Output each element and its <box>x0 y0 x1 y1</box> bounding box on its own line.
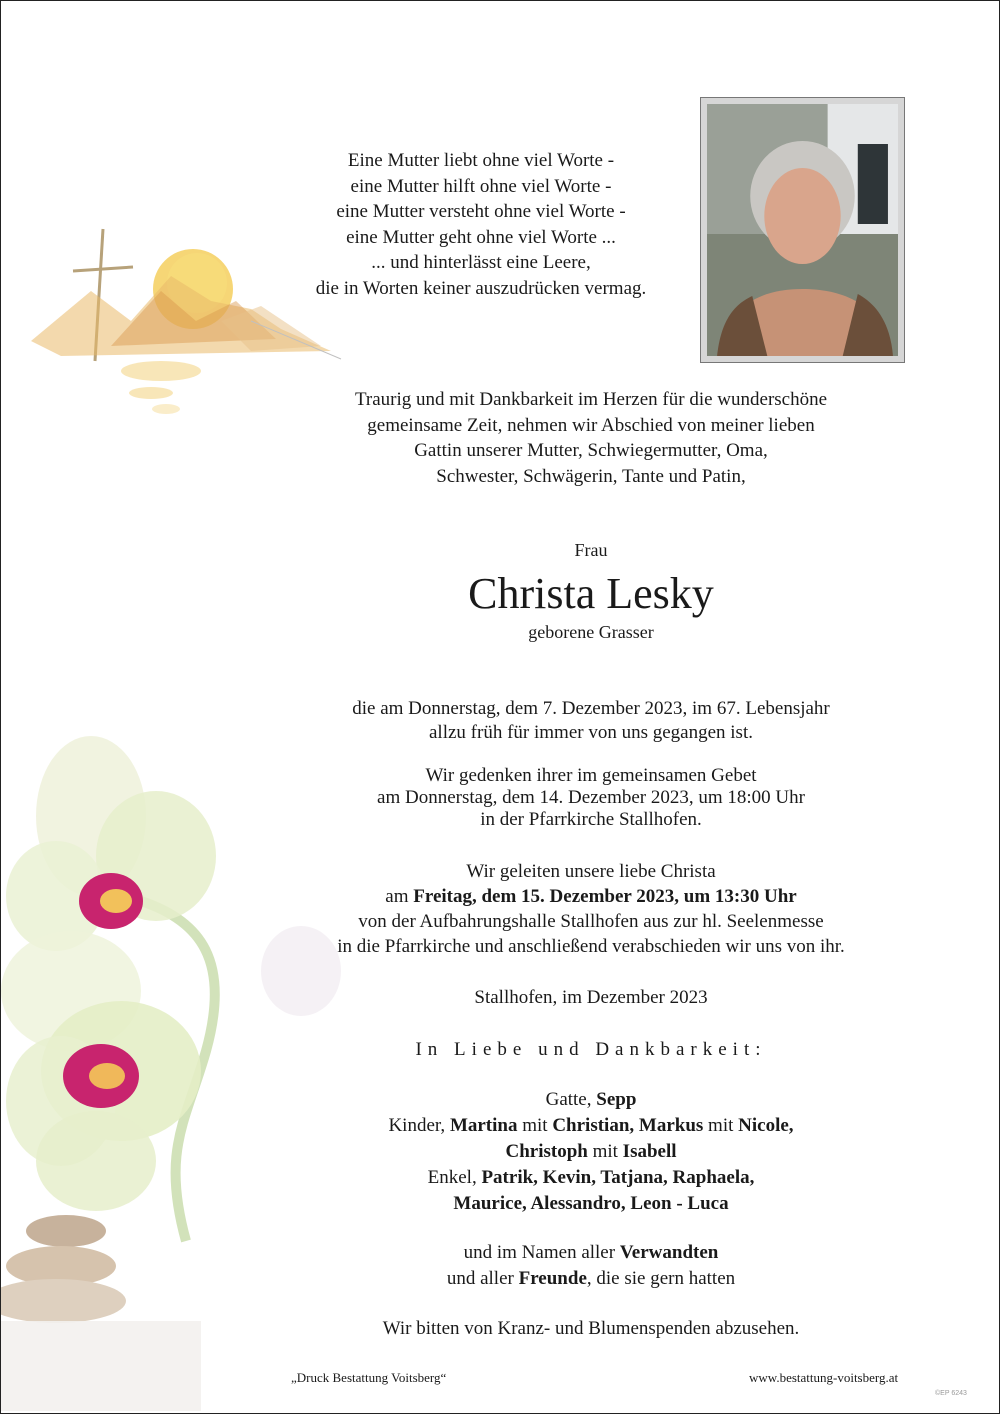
flower-request: Wir bitten von Kranz- und Blumenspenden abzusehen. <box>382 1318 800 1339</box>
prayer-notice <box>271 765 911 831</box>
portrait-frame <box>700 97 905 363</box>
relatives-bold: Verwandten <box>619 1242 719 1263</box>
intro-line: gemeinsame Zeit, nehmen wir Abschied von meiner lieben <box>367 414 815 436</box>
relatives-row <box>271 1240 911 1266</box>
funeral-date-prefix: am <box>385 886 414 907</box>
poem-line: ... und hinterlässt eine Leere, <box>371 252 591 273</box>
footer-printer: „Druck Bestattung Voitsberg“ <box>291 1370 447 1385</box>
relatives-text: und im Namen aller <box>463 1242 620 1263</box>
family-label: Kinder, <box>388 1115 450 1136</box>
family-name: Maurice, Alessandro, Leon - Luca <box>453 1193 729 1214</box>
family-name: Christian, Markus <box>552 1115 704 1136</box>
family-name: Sepp <box>596 1089 637 1110</box>
relatives-text: und aller <box>446 1268 519 1289</box>
deceased-name: Christa Lesky <box>468 569 714 618</box>
intro-line: Gattin unserer Mutter, Schwiegermutter, Oma, <box>414 440 768 461</box>
poem-line: Eine Mutter liebt ohne viel Worte - <box>347 150 615 171</box>
relatives-row <box>271 1266 911 1292</box>
prayer-line: Wir gedenken ihrer im gemeinsamen Gebet <box>425 765 757 786</box>
family-label: Enkel, <box>427 1167 482 1188</box>
family-row <box>271 1139 911 1165</box>
death-line: allzu früh für immer von uns gegangen ist. <box>429 722 753 743</box>
family-row <box>271 1113 911 1139</box>
family-connector: mit <box>587 1141 623 1162</box>
poem-line: eine Mutter versteht ohne viel Worte - <box>336 201 626 222</box>
intro-line: Schwester, Schwägerin, Tante und Patin, <box>436 465 746 487</box>
funeral-notice <box>271 859 911 959</box>
family-row <box>271 1191 911 1217</box>
prayer-line: in der Pfarrkirche Stallhofen. <box>480 809 702 830</box>
birth-name: geborene Grasser <box>528 622 654 642</box>
poem-line: eine Mutter hilft ohne viel Worte - <box>350 175 612 197</box>
funeral-date-line <box>271 884 911 909</box>
relatives-text: , die sie gern hatten <box>586 1268 736 1289</box>
funeral-line: von der Aufbahrungshalle Stallhofen aus zur hl. Seelenmesse <box>358 911 824 932</box>
family-name: Patrik, Kevin, Tatjana, Raphaela, <box>481 1167 755 1188</box>
family-row <box>271 1165 911 1191</box>
place-date: Stallhofen, im Dezember 2023 <box>474 987 708 1008</box>
family-name: Martina <box>449 1115 518 1136</box>
relatives <box>271 1240 911 1292</box>
family-label: Gatte, <box>545 1089 597 1110</box>
funeral-date: Freitag, dem 15. Dezember 2023, um 13:30 Uhr <box>413 886 797 907</box>
family-name: Isabell <box>622 1141 677 1162</box>
portrait-photo-icon <box>707 104 898 356</box>
family-name: Christoph <box>505 1141 588 1162</box>
prayer-line: am Donnerstag, dem 14. Dezember 2023, um 18:00 Uhr <box>377 787 805 808</box>
family-list <box>271 1087 911 1217</box>
intro-line: Traurig und mit Dankbarkeit im Herzen für die wunderschöne <box>354 389 828 410</box>
intro-text <box>291 387 891 489</box>
family-row <box>271 1087 911 1113</box>
footer-website: www.bestattung-voitsberg.at <box>749 1370 899 1385</box>
salutation: Frau <box>574 540 608 560</box>
funeral-line: Wir geleiten unsere liebe Christa <box>466 861 716 882</box>
footer-code: ©EP 6243 <box>935 1390 967 1397</box>
funeral-line: in die Pfarrkirche und anschließend verabschieden wir uns von ihr. <box>337 936 845 957</box>
death-line: die am Donnerstag, dem 7. Dezember 2023, im 67. Lebensjahr <box>352 698 830 719</box>
family-connector: mit <box>517 1115 553 1136</box>
poem-line: eine Mutter geht ohne viel Worte ... <box>346 226 616 248</box>
in-love-heading: In Liebe und Dankbarkeit: <box>415 1039 767 1060</box>
poem-line: die in Worten keiner auszudrücken vermag. <box>315 277 647 299</box>
relatives-bold: Freunde <box>518 1268 587 1289</box>
family-connector: mit <box>703 1115 739 1136</box>
death-notice <box>271 697 911 745</box>
family-name: Nicole, <box>738 1115 794 1136</box>
poem <box>261 148 701 301</box>
